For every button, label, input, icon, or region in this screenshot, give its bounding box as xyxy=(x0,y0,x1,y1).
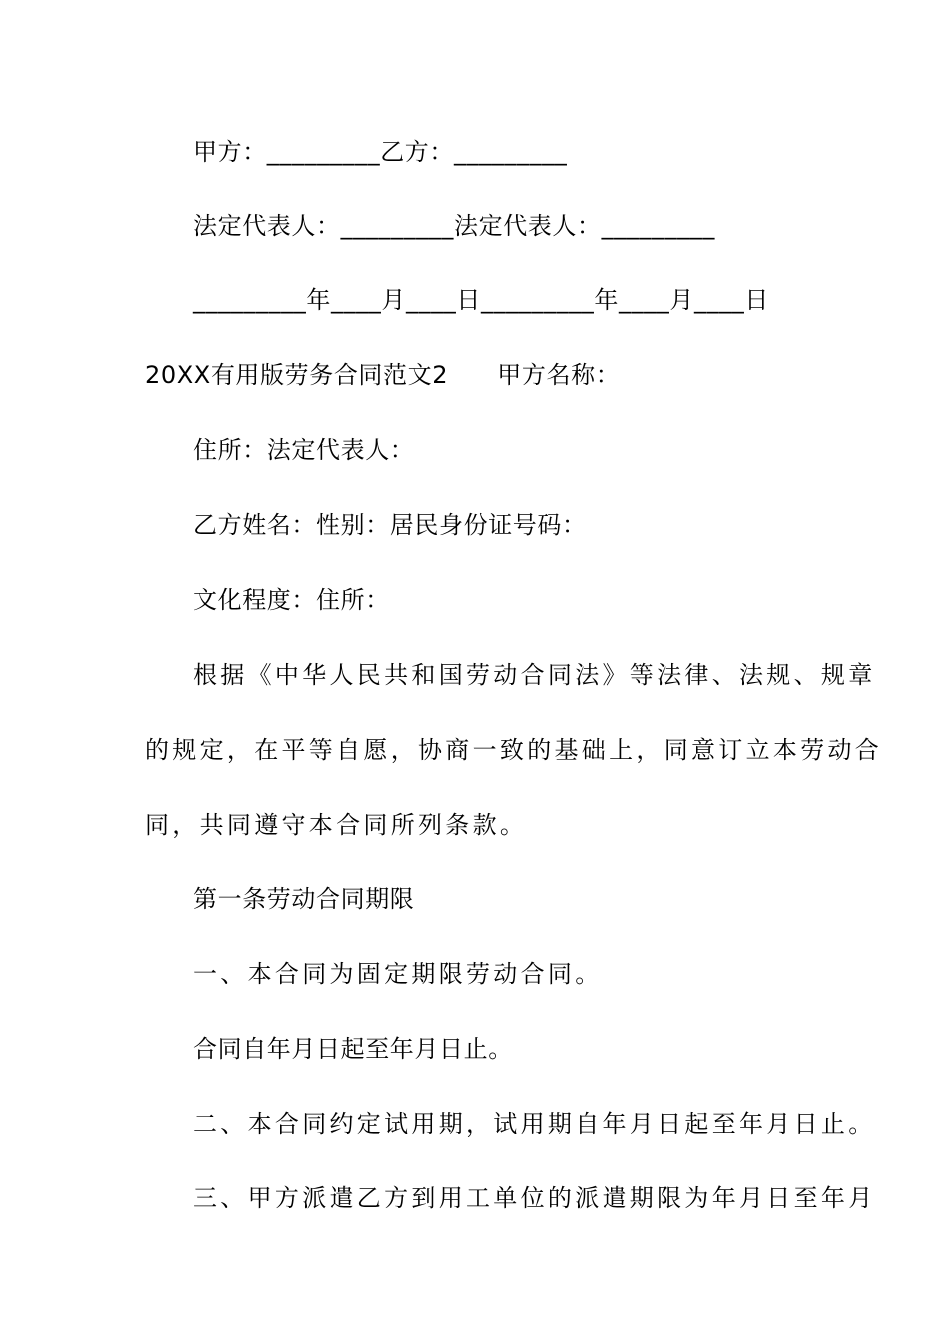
paragraph-line: 根据《中华人民共和国劳动合同法》等法律、法规、规章 xyxy=(193,661,876,689)
article-heading: 第一条劳动合同期限 xyxy=(193,885,415,913)
paragraph-line: 同，共同遵守本合同所列条款。 xyxy=(145,811,528,839)
employer-address-line: 住所：法定代表人： xyxy=(193,436,415,464)
employee-info-line: 乙方姓名：性别：居民身份证号码： xyxy=(193,511,587,539)
clause-line: 合同自年月日起至年月日止。 xyxy=(193,1035,513,1063)
clause-line: 二、本合同约定试用期，试用期自年月日起至年月日止。 xyxy=(193,1110,876,1138)
education-line: 文化程度：住所： xyxy=(193,586,390,614)
date-line: _________年____月____日_________年____月____日 xyxy=(193,286,769,314)
contract-heading-line: 20XX有用版劳务合同范文2 甲方名称： xyxy=(145,361,621,389)
party-line: 甲方：_________乙方：_________ xyxy=(193,138,568,166)
legal-representative-line: 法定代表人：_________法定代表人：_________ xyxy=(193,212,715,240)
clause-line: 一、本合同为固定期限劳动合同。 xyxy=(193,960,603,988)
clause-line: 三、甲方派遣乙方到用工单位的派遣期限为年月日至年月 xyxy=(193,1184,876,1212)
paragraph-line: 的规定，在平等自愿，协商一致的基础上，同意订立本劳动合 xyxy=(145,736,883,764)
